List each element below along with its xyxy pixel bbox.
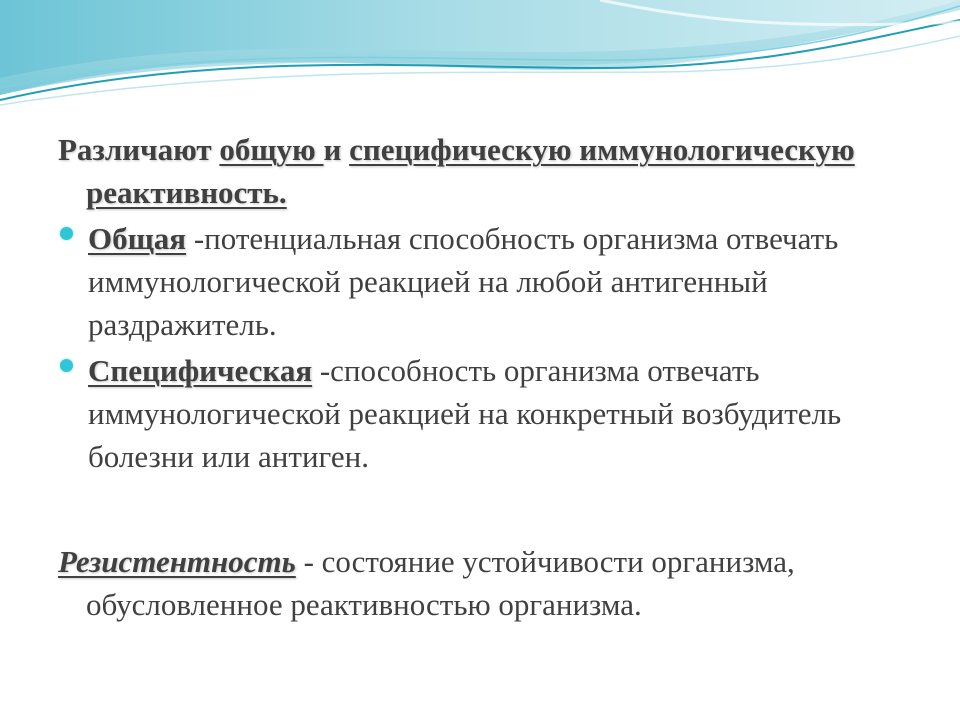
bullet-general-term: Общая — [88, 221, 187, 256]
bullet-specific-text: -способность организма отвечать иммунологической реакцией на конкретный возбудитель болезни или антиген. — [88, 353, 842, 474]
resistance-paragraph — [58, 540, 928, 626]
bullet-dot-icon — [60, 359, 73, 372]
bullet-specific — [58, 349, 928, 478]
intro-specific-word: специфическую — [349, 132, 572, 167]
bullet-specific-term: Специфическая — [88, 353, 313, 388]
intro-and: и — [323, 132, 350, 167]
resistance-text: - состояние устойчивости организма, обусловленное реактивностью организма. — [86, 544, 795, 622]
bullet-list — [58, 217, 928, 478]
bullet-dot-icon — [60, 227, 73, 240]
bullet-general — [58, 217, 928, 346]
header-wave-decoration — [0, 0, 960, 130]
intro-general-word: общую — [219, 132, 324, 167]
intro-lead: Различают — [58, 132, 220, 167]
intro-paragraph — [58, 128, 928, 214]
resistance-term: Резистентность — [58, 544, 296, 579]
intro-rest: иммунологическую реактивность. — [86, 132, 855, 210]
slide-content — [58, 128, 928, 626]
bullet-general-text: -потенциальная способность организма отвечать иммунологической реакцией на любой антигенный раздражитель. — [88, 221, 839, 342]
